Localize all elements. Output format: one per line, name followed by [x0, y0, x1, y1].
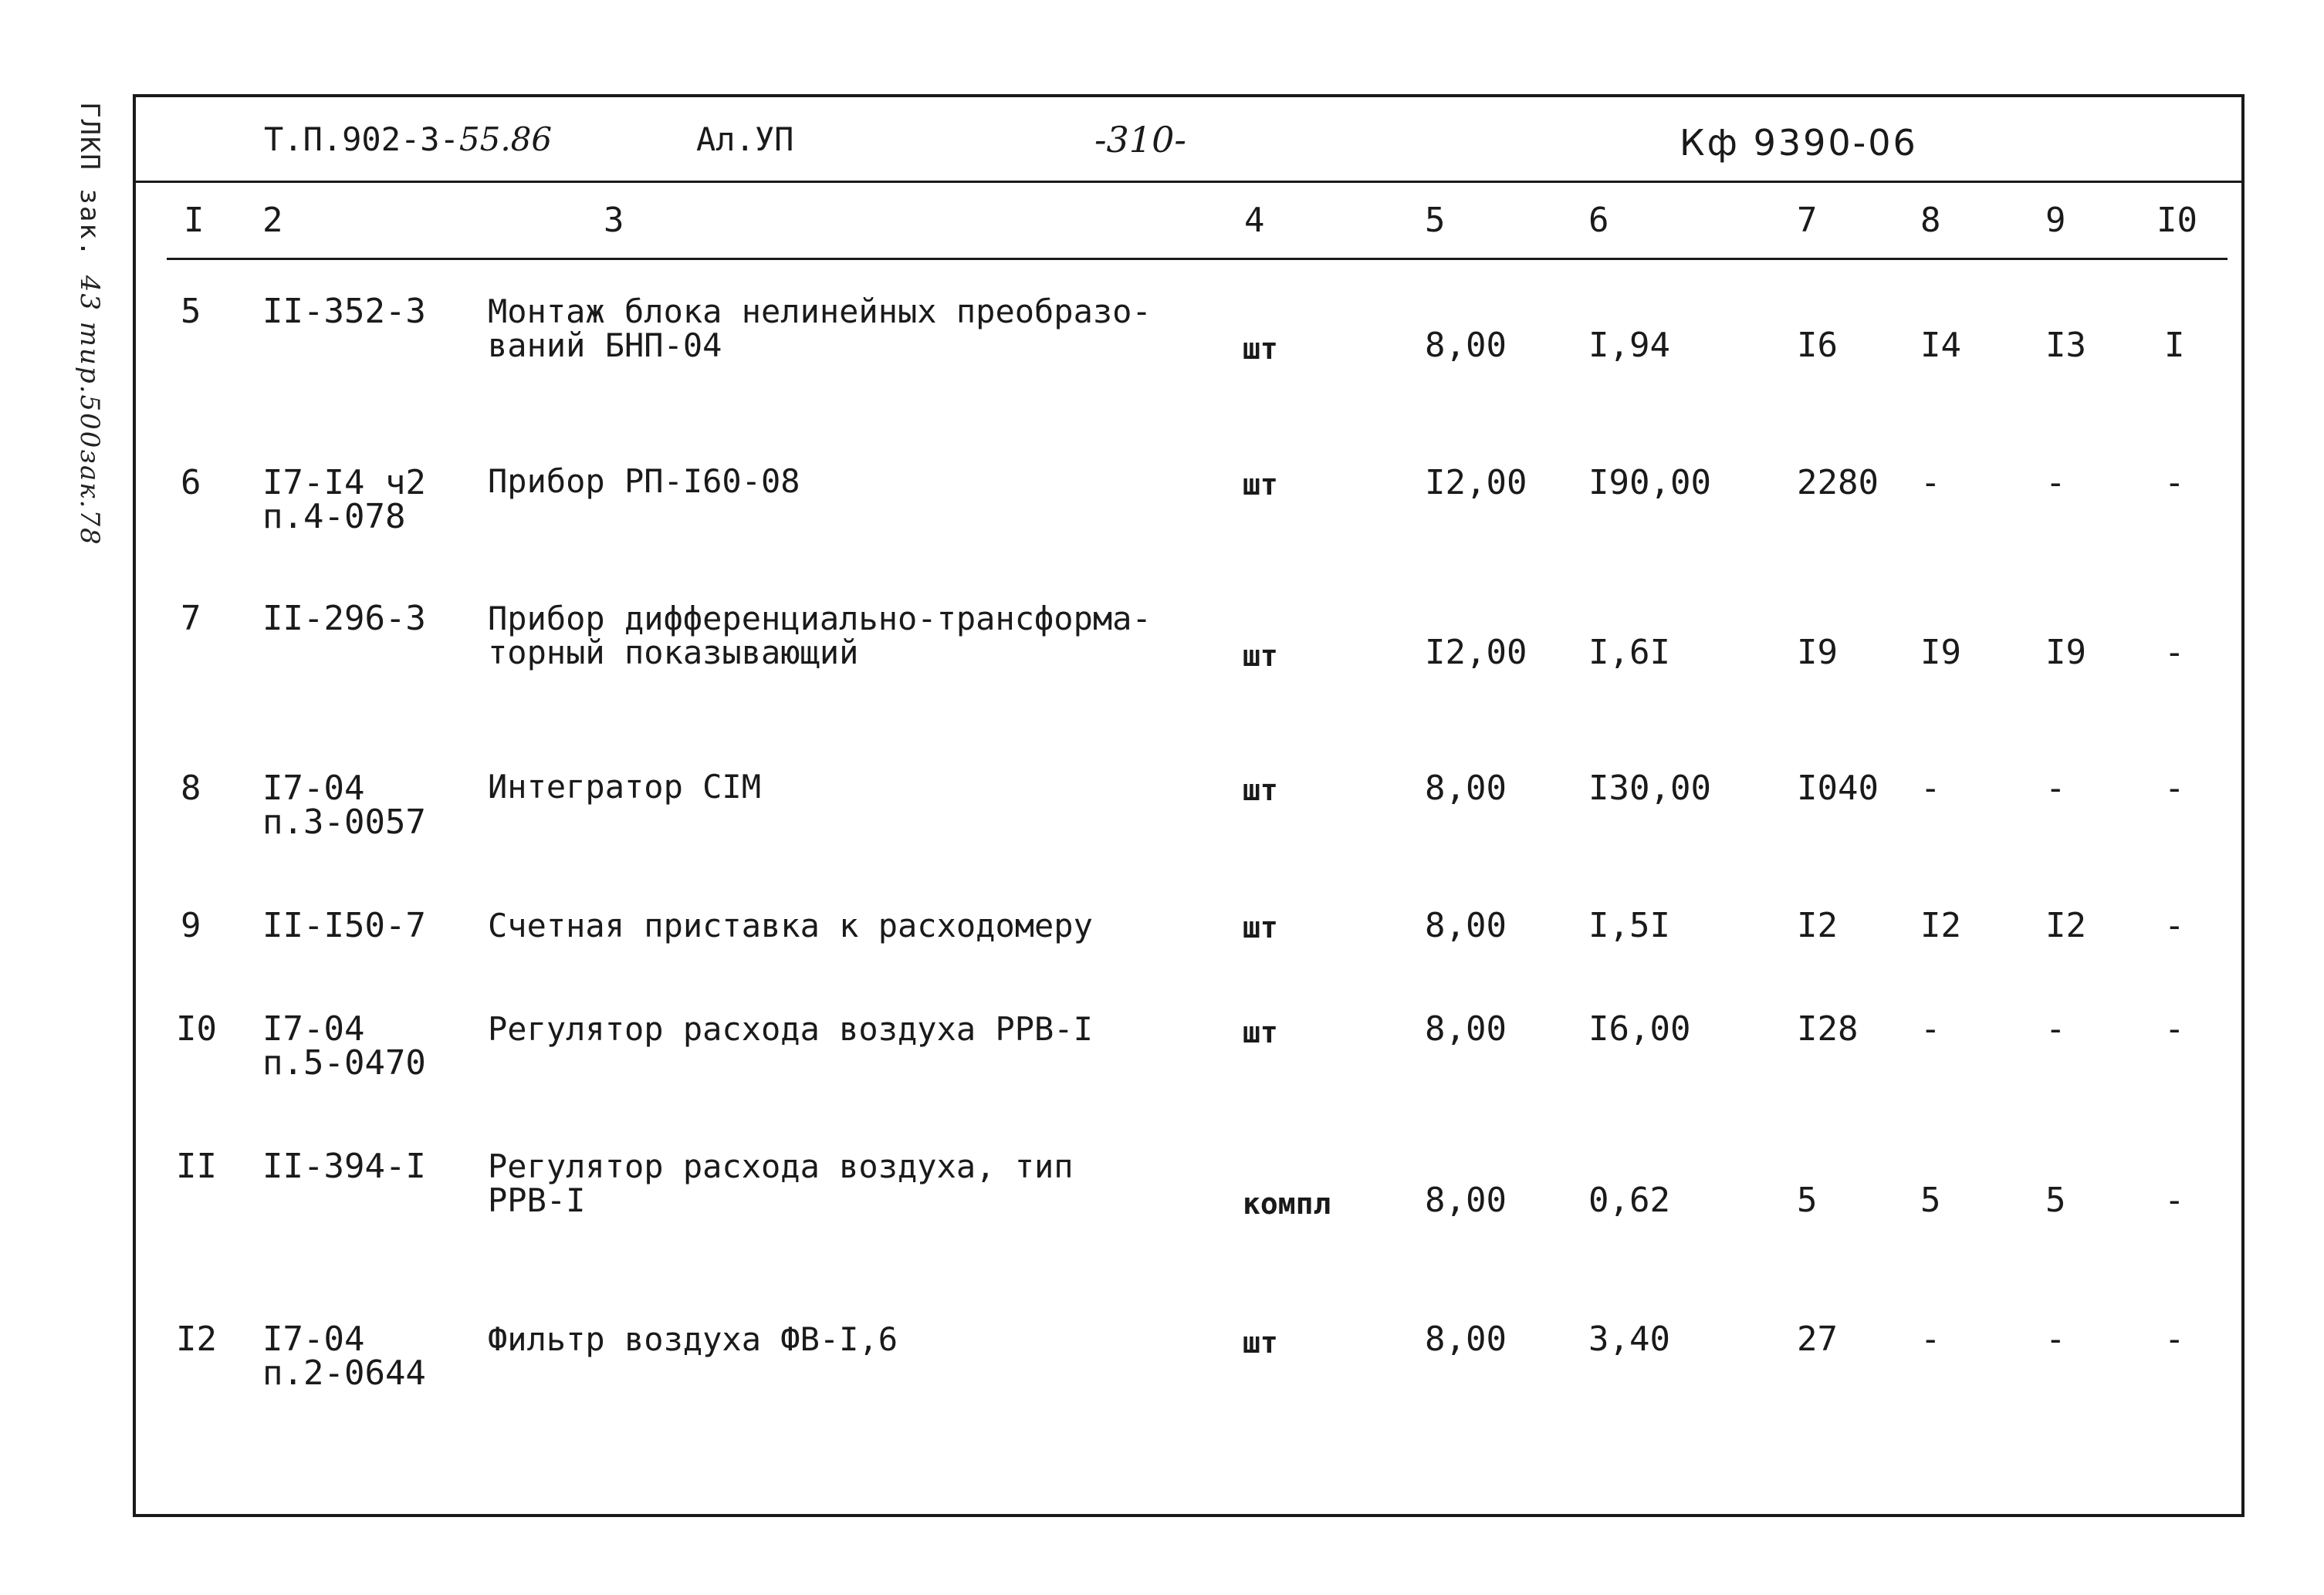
row-col10: -: [2164, 769, 2185, 808]
row-number: 7: [181, 599, 201, 638]
row-col7: 2280: [1797, 463, 1879, 502]
column-header-5: 5: [1425, 201, 1446, 240]
row-col10: -: [2164, 906, 2185, 945]
row-code-line: II-352-3: [262, 292, 426, 331]
column-header-9: 9: [2045, 201, 2066, 240]
column-header-6: 6: [1588, 201, 1609, 240]
row-col5: 8,00: [1425, 1009, 1507, 1049]
header-divider: [136, 181, 2241, 183]
row-col5: 8,00: [1425, 326, 1507, 365]
column-header-8: 8: [1920, 201, 1941, 240]
row-unit: шт: [1243, 1015, 1278, 1049]
document-frame: [133, 94, 2245, 1517]
row-code-line: п.4-078: [262, 497, 406, 536]
row-name-line: Фильтр воздуха ФВ-I,6: [488, 1320, 898, 1358]
column-header-7: 7: [1797, 201, 1818, 240]
row-col6: I,5I: [1588, 906, 1670, 945]
row-name-line: торный показывающий: [488, 634, 859, 671]
row-col7: 27: [1797, 1320, 1838, 1359]
side-stamp-printed: ГЛКП зак.: [74, 102, 105, 259]
row-unit: шт: [1243, 332, 1278, 366]
row-col6: I90,00: [1588, 463, 1711, 502]
row-unit: шт: [1243, 1326, 1278, 1360]
row-col7: I6: [1797, 326, 1838, 365]
row-name-line: Интегратор СIМ: [488, 768, 762, 806]
side-stamp: [74, 102, 105, 546]
row-col5: 8,00: [1425, 1320, 1507, 1359]
row-code-line: I7-04: [262, 1320, 365, 1359]
row-col9: 5: [2045, 1181, 2066, 1220]
row-col9: I3: [2045, 326, 2086, 365]
row-code-line: II-296-3: [262, 599, 426, 638]
row-unit: компл: [1243, 1187, 1331, 1221]
row-name-line: Регулятор расхода воздуха РРВ-I: [488, 1010, 1093, 1048]
row-col5: 8,00: [1425, 1181, 1507, 1220]
row-col10: -: [2164, 1009, 2185, 1049]
row-col8: -: [1920, 463, 1941, 502]
row-col9: I2: [2045, 906, 2086, 945]
row-col8: I4: [1920, 326, 1961, 365]
row-number: II: [176, 1147, 217, 1186]
row-col6: I,6I: [1588, 633, 1670, 672]
row-code-line: II-I50-7: [262, 906, 426, 945]
row-col8: -: [1920, 1009, 1941, 1049]
column-header-divider: [167, 258, 2228, 260]
row-col6: I6,00: [1588, 1009, 1691, 1049]
column-header-3: 3: [604, 201, 624, 240]
row-col10: -: [2164, 633, 2185, 672]
row-col9: -: [2045, 463, 2066, 502]
row-code-line: I7-I4 ч2: [262, 463, 426, 502]
row-col9: I9: [2045, 633, 2086, 672]
row-name-line: Регулятор расхода воздуха, тип: [488, 1147, 1074, 1185]
row-unit: шт: [1243, 773, 1278, 807]
row-col6: 3,40: [1588, 1320, 1670, 1359]
row-number: I2: [176, 1320, 217, 1359]
row-col8: -: [1920, 769, 1941, 808]
row-col7: I040: [1797, 769, 1879, 808]
row-name-line: Счетная приставка к расходомеру: [488, 907, 1093, 944]
row-col5: I2,00: [1425, 633, 1527, 672]
row-col10: I: [2164, 326, 2185, 365]
row-col6: I30,00: [1588, 769, 1711, 808]
row-col7: I9: [1797, 633, 1838, 672]
document-number-printed: Т.П.902-3-: [264, 120, 459, 158]
column-header-10: I0: [2157, 201, 2197, 240]
column-header-2: 2: [262, 201, 283, 240]
row-code-line: I7-04: [262, 1009, 365, 1049]
row-number: 9: [181, 906, 201, 945]
row-col5: I2,00: [1425, 463, 1527, 502]
row-col8: I2: [1920, 906, 1961, 945]
row-col7: I28: [1797, 1009, 1859, 1049]
row-col6: 0,62: [1588, 1181, 1670, 1220]
row-number: 8: [181, 769, 201, 808]
side-stamp-handwritten: 43 тир.500зак.78: [74, 275, 105, 546]
row-col10: -: [2164, 1181, 2185, 1220]
row-name-line: ваний БНП-04: [488, 326, 722, 364]
row-name-line: Прибор дифференциально-трансформа-: [488, 600, 1152, 637]
column-header-4: 4: [1244, 201, 1265, 240]
row-col5: 8,00: [1425, 769, 1507, 808]
row-col7: I2: [1797, 906, 1838, 945]
row-col7: 5: [1797, 1181, 1818, 1220]
row-col10: -: [2164, 463, 2185, 502]
row-col8: 5: [1920, 1181, 1941, 1220]
row-col5: 8,00: [1425, 906, 1507, 945]
document-code: Кф 9390-06: [1680, 122, 1918, 164]
row-code-line: п.5-0470: [262, 1043, 426, 1083]
row-unit: шт: [1243, 468, 1278, 502]
row-name-line: Прибор РП-I60-08: [488, 462, 800, 500]
row-col10: -: [2164, 1320, 2185, 1359]
document-number: [264, 120, 552, 158]
row-col9: -: [2045, 1320, 2066, 1359]
row-col8: I9: [1920, 633, 1961, 672]
document-number-handwritten: 55.86: [458, 120, 553, 158]
row-col9: -: [2045, 1009, 2066, 1049]
row-number: I0: [176, 1009, 217, 1049]
row-col6: I,94: [1588, 326, 1670, 365]
page-number: -310-: [1094, 119, 1186, 161]
row-code-line: I7-04: [262, 769, 365, 808]
row-col9: -: [2045, 769, 2066, 808]
row-unit: шт: [1243, 911, 1278, 944]
row-code-line: II-394-I: [262, 1147, 426, 1186]
album-number: Ал.УП: [696, 120, 794, 158]
column-header-1: I: [184, 201, 205, 240]
row-code-line: п.3-0057: [262, 803, 426, 842]
row-number: 6: [181, 463, 201, 502]
row-unit: шт: [1243, 639, 1278, 673]
row-name-line: Монтаж блока нелинейных преобразо-: [488, 292, 1152, 330]
row-code-line: п.2-0644: [262, 1353, 426, 1393]
row-name-line: РРВ-I: [488, 1181, 586, 1219]
row-col8: -: [1920, 1320, 1941, 1359]
row-number: 5: [181, 292, 201, 331]
